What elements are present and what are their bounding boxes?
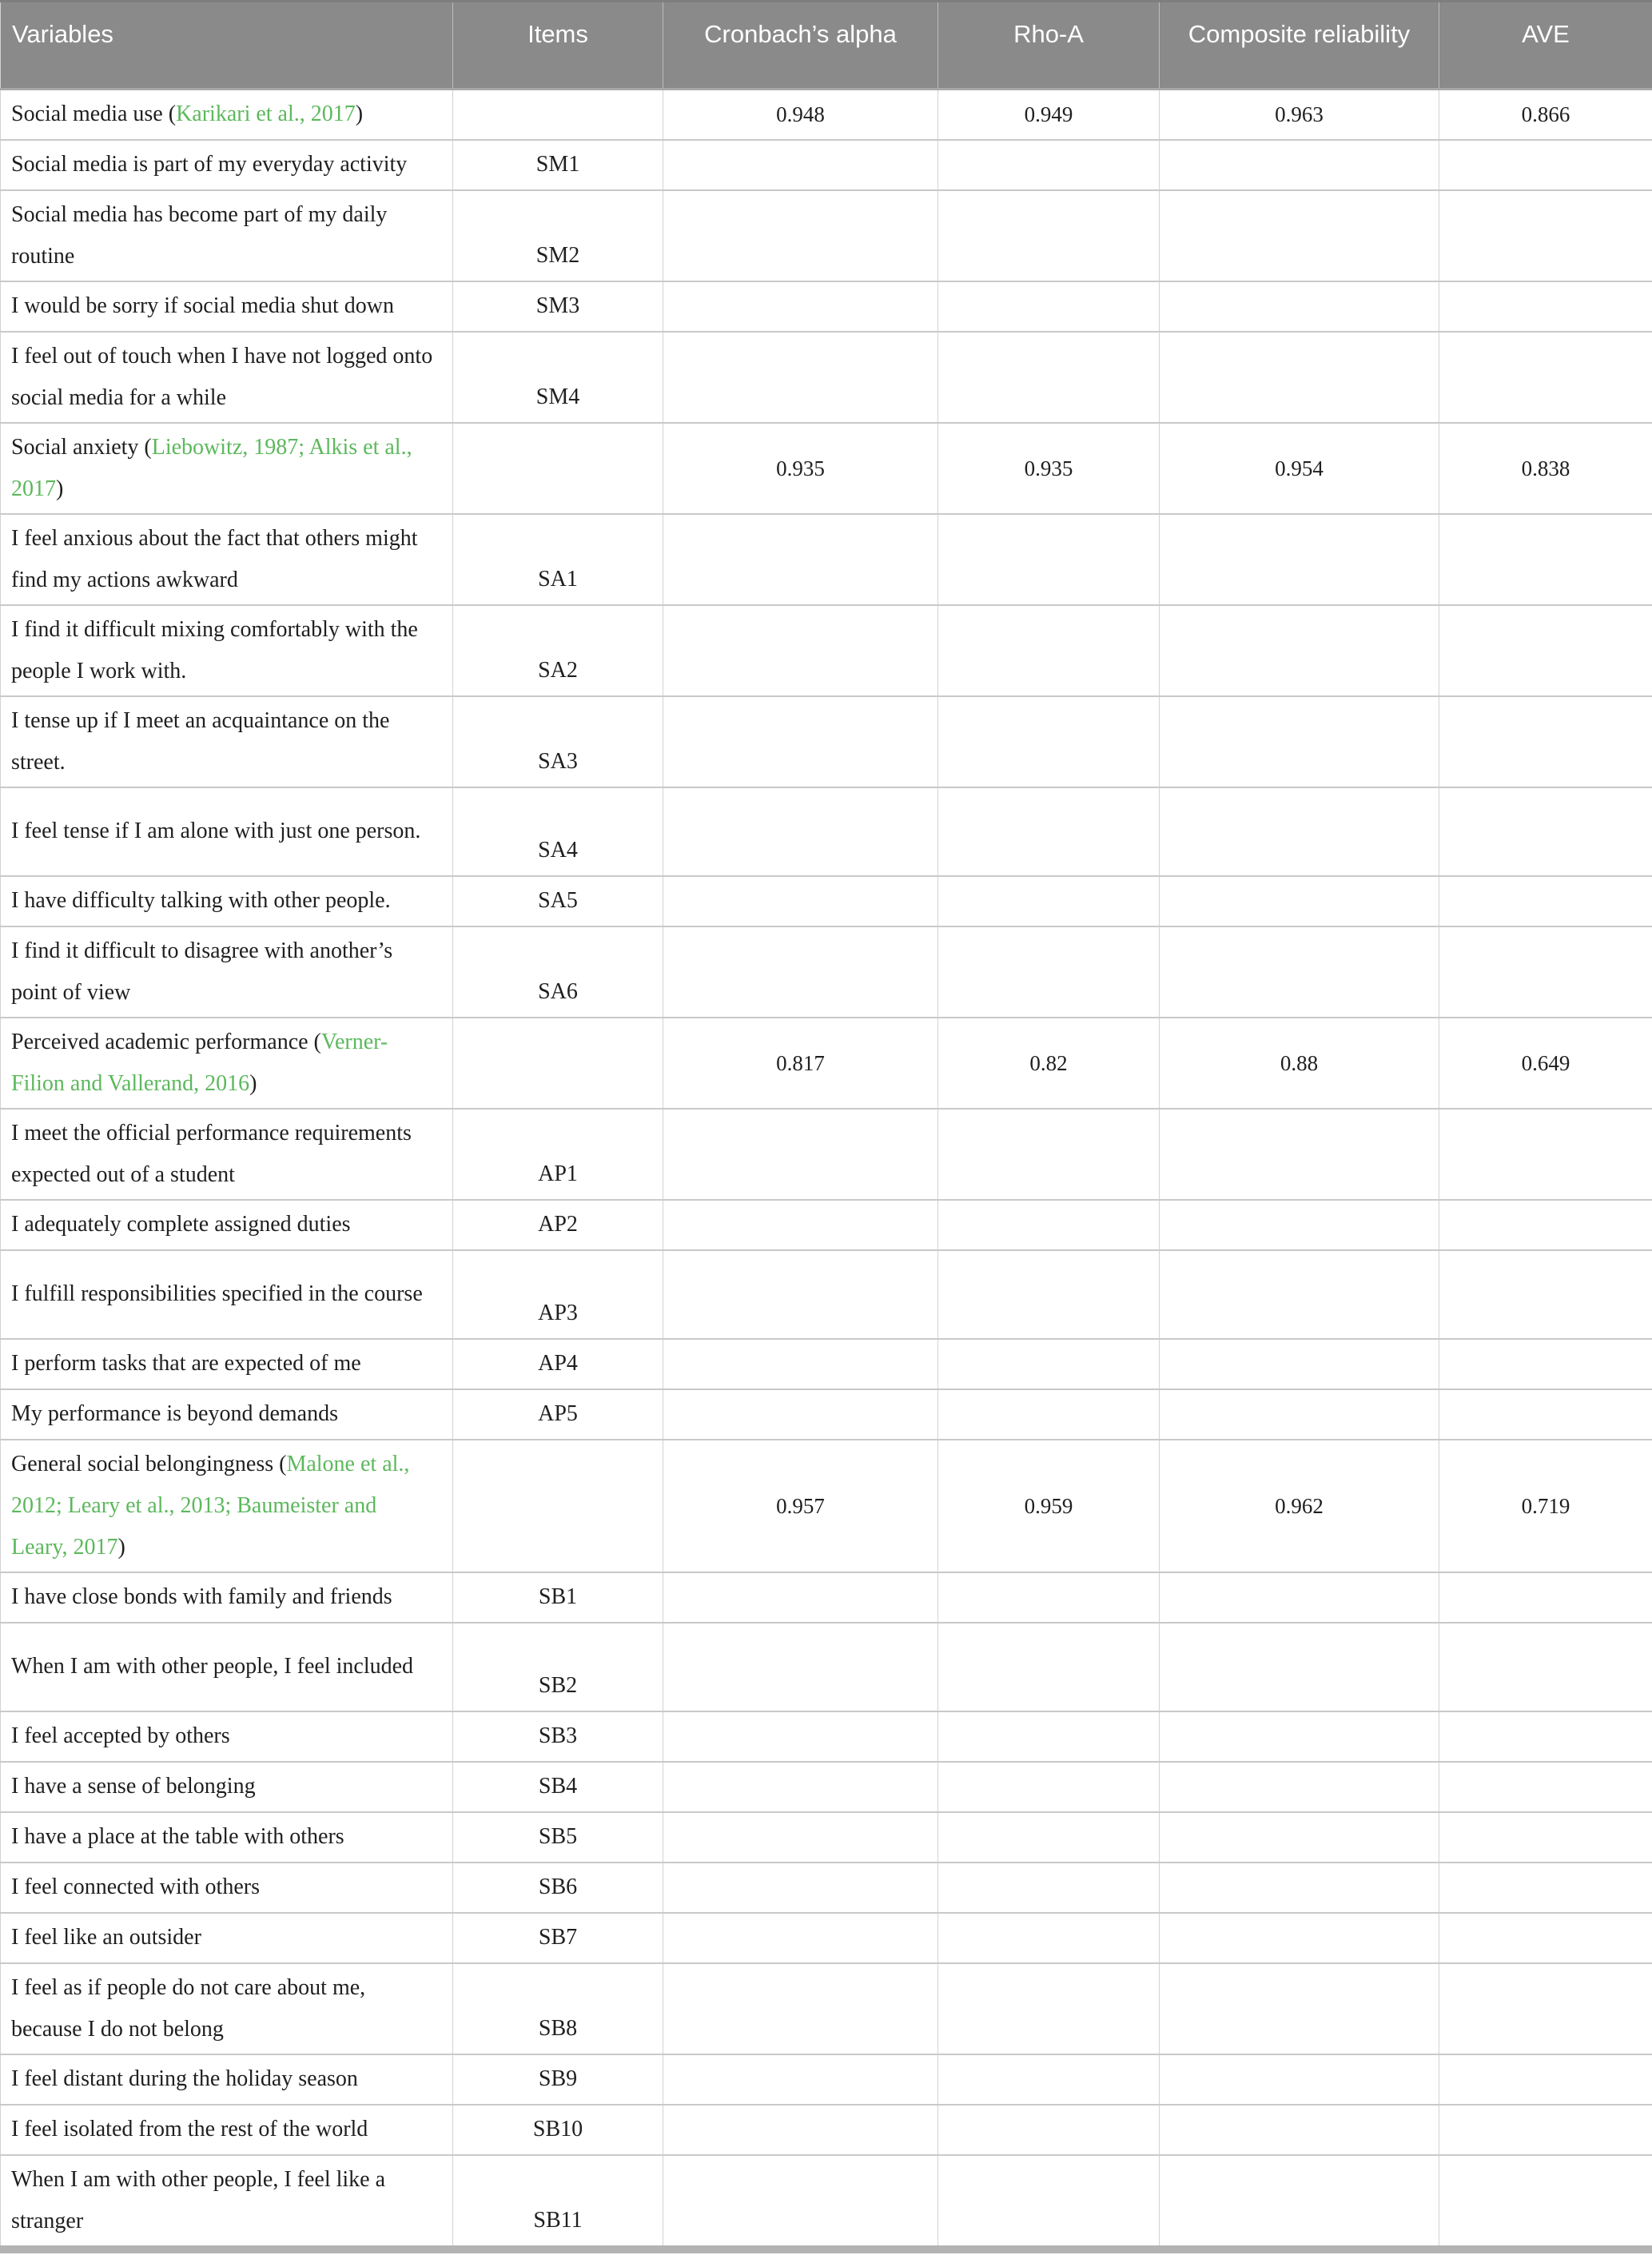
composite-cell xyxy=(1160,1572,1439,1623)
rho-a-cell xyxy=(938,1440,1160,1572)
item-cell xyxy=(453,514,663,605)
rho-a-cell xyxy=(938,332,1160,423)
construct-row xyxy=(1,1440,1652,1572)
ave-cell xyxy=(1439,1440,1652,1572)
item-code: AP3 xyxy=(538,1301,578,1325)
cronbach-cell xyxy=(663,1572,938,1623)
ave-cell xyxy=(1439,90,1652,140)
cronbach-cell xyxy=(663,514,938,605)
item-cell xyxy=(453,926,663,1018)
composite-cell xyxy=(1160,2105,1439,2155)
item-code: SB7 xyxy=(539,1925,577,1950)
cronbach-cell xyxy=(663,926,938,1018)
variable-text: I would be sorry if social media shut down xyxy=(11,293,394,318)
item-code: SM2 xyxy=(536,243,579,268)
rho-a-cell xyxy=(938,423,1160,514)
composite-cell xyxy=(1160,696,1439,787)
cronbach-cell xyxy=(663,787,938,876)
item-code: SB10 xyxy=(533,2117,583,2141)
variable-text: I have a sense of belonging xyxy=(11,1774,256,1799)
rho-a-cell xyxy=(938,1762,1160,1812)
rho-a-cell xyxy=(938,1018,1160,1109)
ave-cell xyxy=(1439,281,1652,332)
variable-text: When I am with other people, I feel included xyxy=(11,1654,413,1679)
item-cell xyxy=(453,1963,663,2054)
table-row xyxy=(1,1963,1652,2054)
ave-cell xyxy=(1439,1913,1652,1963)
cronbach-cell xyxy=(663,1863,938,1913)
cronbach-cell xyxy=(663,332,938,423)
item-code: SM1 xyxy=(536,152,579,177)
column-header-cronbachs-alpha: Cronbach’s alpha xyxy=(663,2,938,90)
variable-text: Social anxiety xyxy=(11,435,138,460)
cronbach-cell xyxy=(663,140,938,190)
construct-row xyxy=(1,1018,1652,1109)
item-code: SA2 xyxy=(538,658,578,683)
table-row xyxy=(1,1623,1652,1711)
ave-cell xyxy=(1439,1200,1652,1250)
table-row xyxy=(1,1863,1652,1913)
item-code: SB9 xyxy=(539,2066,577,2091)
composite-cell xyxy=(1160,605,1439,696)
rho-a-cell xyxy=(938,2155,1160,2245)
composite-cell xyxy=(1160,1711,1439,1762)
item-cell xyxy=(453,1762,663,1812)
variable-cell xyxy=(1,926,453,1018)
variable-text: Social media is part of my everyday activity xyxy=(11,152,407,177)
cronbach-cell xyxy=(663,1339,938,1389)
item-code: SA4 xyxy=(538,838,578,863)
item-cell xyxy=(453,605,663,696)
cronbach-cell xyxy=(663,1109,938,1200)
item-cell xyxy=(453,1623,663,1711)
item-cell xyxy=(453,1812,663,1863)
variable-cell: Perceived academic performance (Verner-Filion and Vallerand, 2016) xyxy=(1,1018,453,1109)
ave-cell xyxy=(1439,2054,1652,2105)
item-code: SM3 xyxy=(536,293,579,318)
variable-cell xyxy=(1,1623,453,1711)
item-code: AP4 xyxy=(538,1351,578,1376)
cronbach-cell xyxy=(663,1389,938,1440)
metric-value: 0.838 xyxy=(1522,456,1570,480)
ave-cell xyxy=(1439,514,1652,605)
item-code: SM4 xyxy=(536,384,579,409)
ave-cell xyxy=(1439,190,1652,281)
cronbach-cell xyxy=(663,90,938,140)
citation-link[interactable]: Verner-Filion and Vallerand, 2016 xyxy=(11,1030,388,1096)
cronbach-cell xyxy=(663,696,938,787)
rho-a-cell xyxy=(938,696,1160,787)
variable-cell xyxy=(1,696,453,787)
variable-cell xyxy=(1,190,453,281)
item-code: SB1 xyxy=(539,1584,577,1609)
ave-cell xyxy=(1439,332,1652,423)
table-bottom-edge xyxy=(0,2245,1652,2253)
table-row xyxy=(1,1572,1652,1623)
metric-value: 0.82 xyxy=(1029,1051,1067,1075)
composite-cell xyxy=(1160,1762,1439,1812)
item-cell xyxy=(453,2155,663,2245)
variable-cell xyxy=(1,787,453,876)
construct-row xyxy=(1,423,1652,514)
citation-link[interactable]: Karikari et al., 2017 xyxy=(176,102,356,126)
item-code: SB11 xyxy=(533,2208,582,2233)
rho-a-cell xyxy=(938,876,1160,926)
variable-text: I feel connected with others xyxy=(11,1875,260,1899)
variable-cell xyxy=(1,1913,453,1963)
item-cell xyxy=(453,140,663,190)
variable-cell xyxy=(1,1109,453,1200)
cronbach-cell xyxy=(663,1913,938,1963)
cronbach-cell xyxy=(663,2155,938,2245)
composite-cell xyxy=(1160,190,1439,281)
variable-text: When I am with other people, I feel like a stranger xyxy=(11,2167,385,2233)
ave-cell xyxy=(1439,1018,1652,1109)
item-code: SB6 xyxy=(539,1875,577,1899)
ave-cell xyxy=(1439,1339,1652,1389)
rho-a-cell xyxy=(938,1389,1160,1440)
composite-cell xyxy=(1160,1389,1439,1440)
composite-cell xyxy=(1160,514,1439,605)
item-cell xyxy=(453,696,663,787)
composite-cell xyxy=(1160,140,1439,190)
variable-cell xyxy=(1,2155,453,2245)
variable-cell xyxy=(1,1762,453,1812)
item-cell xyxy=(453,1913,663,1963)
item-code: SB2 xyxy=(539,1673,577,1698)
rho-a-cell xyxy=(938,1572,1160,1623)
table-row xyxy=(1,190,1652,281)
variable-text: I fulfill responsibilities specified in the course xyxy=(11,1281,423,1306)
table-body xyxy=(1,90,1652,2245)
variable-cell xyxy=(1,332,453,423)
item-cell xyxy=(453,2105,663,2155)
ave-cell xyxy=(1439,1812,1652,1863)
variable-text: I have close bonds with family and friends xyxy=(11,1584,392,1609)
variable-cell xyxy=(1,605,453,696)
ave-cell xyxy=(1439,140,1652,190)
table-row xyxy=(1,514,1652,605)
variable-text: I have difficulty talking with other people. xyxy=(11,888,391,913)
composite-cell xyxy=(1160,2054,1439,2105)
variable-cell: Social media use (Karikari et al., 2017) xyxy=(1,90,453,140)
variable-text: I meet the official performance requirements expected out of a student xyxy=(11,1121,412,1187)
cronbach-cell xyxy=(663,605,938,696)
ave-cell xyxy=(1439,1623,1652,1711)
item-code: AP5 xyxy=(538,1401,578,1426)
cronbach-cell xyxy=(663,423,938,514)
variable-text: I feel out of touch when I have not logged onto social media for a while xyxy=(11,344,432,410)
item-cell xyxy=(453,1389,663,1440)
header-row xyxy=(1,2,1652,90)
composite-cell xyxy=(1160,1250,1439,1339)
rho-a-cell xyxy=(938,140,1160,190)
rho-a-cell xyxy=(938,281,1160,332)
table-row xyxy=(1,1339,1652,1389)
variable-cell xyxy=(1,514,453,605)
ave-cell xyxy=(1439,1572,1652,1623)
ave-cell xyxy=(1439,1863,1652,1913)
rho-a-cell xyxy=(938,1250,1160,1339)
ave-cell xyxy=(1439,1762,1652,1812)
table-row xyxy=(1,926,1652,1018)
cronbach-cell xyxy=(663,281,938,332)
composite-cell xyxy=(1160,1440,1439,1572)
variable-text: I feel anxious about the fact that others might find my actions awkward xyxy=(11,526,418,592)
metric-value: 0.962 xyxy=(1275,1494,1324,1518)
ave-cell xyxy=(1439,1109,1652,1200)
variable-text: Social media has become part of my daily routine xyxy=(11,202,387,269)
item-code: SA1 xyxy=(538,567,578,592)
composite-cell xyxy=(1160,1963,1439,2054)
variable-cell xyxy=(1,1863,453,1913)
column-header-rho-a: Rho-A xyxy=(938,2,1160,90)
ave-cell xyxy=(1439,605,1652,696)
rho-a-cell xyxy=(938,605,1160,696)
table-row xyxy=(1,2054,1652,2105)
item-code: SA3 xyxy=(538,749,578,774)
rho-a-cell xyxy=(938,190,1160,281)
metric-value: 0.957 xyxy=(776,1494,825,1518)
cronbach-cell xyxy=(663,1623,938,1711)
rho-a-cell xyxy=(938,2105,1160,2155)
ave-cell xyxy=(1439,926,1652,1018)
table-row xyxy=(1,1711,1652,1762)
table-row xyxy=(1,1109,1652,1200)
variable-text: I find it difficult mixing comfortably with the people I work with. xyxy=(11,617,418,683)
item-cell xyxy=(453,90,663,140)
table-row xyxy=(1,2155,1652,2245)
cronbach-cell xyxy=(663,1200,938,1250)
variable-text: I feel isolated from the rest of the world xyxy=(11,2117,368,2141)
item-cell xyxy=(453,1109,663,1200)
composite-cell xyxy=(1160,1913,1439,1963)
column-header-ave: AVE xyxy=(1439,2,1652,90)
item-code: SB4 xyxy=(539,1774,577,1799)
variable-text: I feel like an outsider xyxy=(11,1925,201,1950)
item-code: AP1 xyxy=(538,1161,578,1186)
item-cell xyxy=(453,190,663,281)
variable-text: I feel tense if I am alone with just one person. xyxy=(11,819,420,843)
item-cell xyxy=(453,281,663,332)
rho-a-cell xyxy=(938,514,1160,605)
ave-cell xyxy=(1439,2155,1652,2245)
item-cell xyxy=(453,1339,663,1389)
citation-link[interactable]: Liebowitz, 1987; Alkis et al., 2017 xyxy=(11,435,412,501)
ave-cell xyxy=(1439,696,1652,787)
page-bottom-margin xyxy=(0,2253,1652,2259)
metric-value: 0.949 xyxy=(1025,102,1073,126)
cronbach-cell xyxy=(663,1963,938,2054)
variable-text: I perform tasks that are expected of me xyxy=(11,1351,361,1376)
composite-cell xyxy=(1160,1812,1439,1863)
cronbach-cell xyxy=(663,876,938,926)
table-row xyxy=(1,140,1652,190)
table-row xyxy=(1,1812,1652,1863)
metric-value: 0.959 xyxy=(1025,1494,1073,1518)
metric-value: 0.866 xyxy=(1522,102,1570,126)
metric-value: 0.948 xyxy=(776,102,825,126)
item-cell xyxy=(453,1440,663,1572)
metric-value: 0.935 xyxy=(1025,456,1073,480)
variable-cell xyxy=(1,281,453,332)
item-code: SA6 xyxy=(538,979,578,1004)
rho-a-cell xyxy=(938,1913,1160,1963)
item-code: SB8 xyxy=(539,2016,577,2041)
table-row xyxy=(1,1389,1652,1440)
ave-cell xyxy=(1439,1963,1652,2054)
rho-a-cell xyxy=(938,1109,1160,1200)
cronbach-cell xyxy=(663,1711,938,1762)
citation-link[interactable]: Malone et al., 2012; Leary et al., 2013; Baumeister and Leary, 2017 xyxy=(11,1452,409,1560)
variable-text: I tense up if I meet an acquaintance on the street. xyxy=(11,708,389,775)
rho-a-cell xyxy=(938,1623,1160,1711)
variable-cell xyxy=(1,1812,453,1863)
rho-a-cell xyxy=(938,1963,1160,2054)
table-row xyxy=(1,1200,1652,1250)
column-header-composite-reliability: Composite reliability xyxy=(1160,2,1439,90)
item-cell xyxy=(453,332,663,423)
ave-cell xyxy=(1439,2105,1652,2155)
variable-text: Social media use xyxy=(11,102,163,126)
variable-text: I feel distant during the holiday season xyxy=(11,2066,358,2091)
item-cell xyxy=(453,1572,663,1623)
metric-value: 0.817 xyxy=(776,1051,825,1075)
ave-cell xyxy=(1439,787,1652,876)
item-code: SB5 xyxy=(539,1824,577,1849)
composite-cell xyxy=(1160,876,1439,926)
variable-cell xyxy=(1,1200,453,1250)
variable-text: I adequately complete assigned duties xyxy=(11,1212,351,1237)
variable-cell xyxy=(1,2105,453,2155)
table-header xyxy=(1,2,1652,90)
metric-value: 0.935 xyxy=(776,456,825,480)
variable-cell xyxy=(1,1711,453,1762)
variable-cell: Social anxiety (Liebowitz, 1987; Alkis et al., 2017) xyxy=(1,423,453,514)
rho-a-cell xyxy=(938,1200,1160,1250)
column-header-items: Items xyxy=(453,2,663,90)
cronbach-cell xyxy=(663,1018,938,1109)
metric-value: 0.954 xyxy=(1275,456,1324,480)
rho-a-cell xyxy=(938,1711,1160,1762)
variable-cell xyxy=(1,140,453,190)
composite-cell xyxy=(1160,332,1439,423)
cronbach-cell xyxy=(663,1440,938,1572)
composite-cell xyxy=(1160,1339,1439,1389)
variable-cell xyxy=(1,1963,453,2054)
variable-text: My performance is beyond demands xyxy=(11,1401,338,1426)
item-cell xyxy=(453,1863,663,1913)
table-row xyxy=(1,696,1652,787)
item-cell xyxy=(453,1200,663,1250)
table-row xyxy=(1,332,1652,423)
variable-text: General social belongingness xyxy=(11,1452,273,1476)
cronbach-cell xyxy=(663,1762,938,1812)
metric-value: 0.719 xyxy=(1522,1494,1570,1518)
variable-cell xyxy=(1,2054,453,2105)
table-row xyxy=(1,1762,1652,1812)
metric-value: 0.649 xyxy=(1522,1051,1570,1075)
variable-cell xyxy=(1,1250,453,1339)
variable-text: I find it difficult to disagree with another’s point of view xyxy=(11,938,392,1005)
rho-a-cell xyxy=(938,1812,1160,1863)
item-cell xyxy=(453,787,663,876)
rho-a-cell xyxy=(938,90,1160,140)
cronbach-cell xyxy=(663,190,938,281)
item-cell xyxy=(453,1250,663,1339)
table-row xyxy=(1,876,1652,926)
rho-a-cell xyxy=(938,926,1160,1018)
table-row xyxy=(1,1913,1652,1963)
composite-cell xyxy=(1160,1863,1439,1913)
variable-cell: General social belongingness (Malone et al., 2012; Leary et al., 2013; Baumeister and Leary, 2017) xyxy=(1,1440,453,1572)
rho-a-cell xyxy=(938,1339,1160,1389)
variable-text: I feel accepted by others xyxy=(11,1723,230,1748)
composite-cell xyxy=(1160,1200,1439,1250)
variable-cell xyxy=(1,1572,453,1623)
item-cell xyxy=(453,1711,663,1762)
composite-cell xyxy=(1160,926,1439,1018)
composite-cell xyxy=(1160,787,1439,876)
cronbach-cell xyxy=(663,2054,938,2105)
composite-cell xyxy=(1160,1109,1439,1200)
column-header-variables: Variables xyxy=(1,2,453,90)
variable-text: I have a place at the table with others xyxy=(11,1824,344,1849)
composite-cell xyxy=(1160,281,1439,332)
table-row xyxy=(1,281,1652,332)
rho-a-cell xyxy=(938,787,1160,876)
rho-a-cell xyxy=(938,1863,1160,1913)
construct-row xyxy=(1,90,1652,140)
ave-cell xyxy=(1439,1711,1652,1762)
cronbach-cell xyxy=(663,2105,938,2155)
metric-value: 0.963 xyxy=(1275,102,1324,126)
table-row xyxy=(1,605,1652,696)
variable-cell xyxy=(1,1339,453,1389)
ave-cell xyxy=(1439,876,1652,926)
item-code: SA5 xyxy=(538,888,578,913)
table-row xyxy=(1,1250,1652,1339)
cronbach-cell xyxy=(663,1812,938,1863)
ave-cell xyxy=(1439,423,1652,514)
cronbach-cell xyxy=(663,1250,938,1339)
rho-a-cell xyxy=(938,2054,1160,2105)
metric-value: 0.88 xyxy=(1280,1051,1318,1075)
variable-cell xyxy=(1,1389,453,1440)
variable-text: Perceived academic performance xyxy=(11,1030,309,1054)
variable-cell xyxy=(1,876,453,926)
composite-cell xyxy=(1160,2155,1439,2245)
table-row xyxy=(1,2105,1652,2155)
item-cell xyxy=(453,423,663,514)
composite-cell xyxy=(1160,1623,1439,1711)
item-cell xyxy=(453,1018,663,1109)
composite-cell xyxy=(1160,90,1439,140)
item-code: AP2 xyxy=(538,1212,578,1237)
composite-cell xyxy=(1160,1018,1439,1109)
ave-cell xyxy=(1439,1389,1652,1440)
ave-cell xyxy=(1439,1250,1652,1339)
item-code: SB3 xyxy=(539,1723,577,1748)
table-row xyxy=(1,787,1652,876)
variable-text: I feel as if people do not care about me, because I do not belong xyxy=(11,1975,365,2042)
item-cell xyxy=(453,2054,663,2105)
item-cell xyxy=(453,876,663,926)
composite-cell xyxy=(1160,423,1439,514)
